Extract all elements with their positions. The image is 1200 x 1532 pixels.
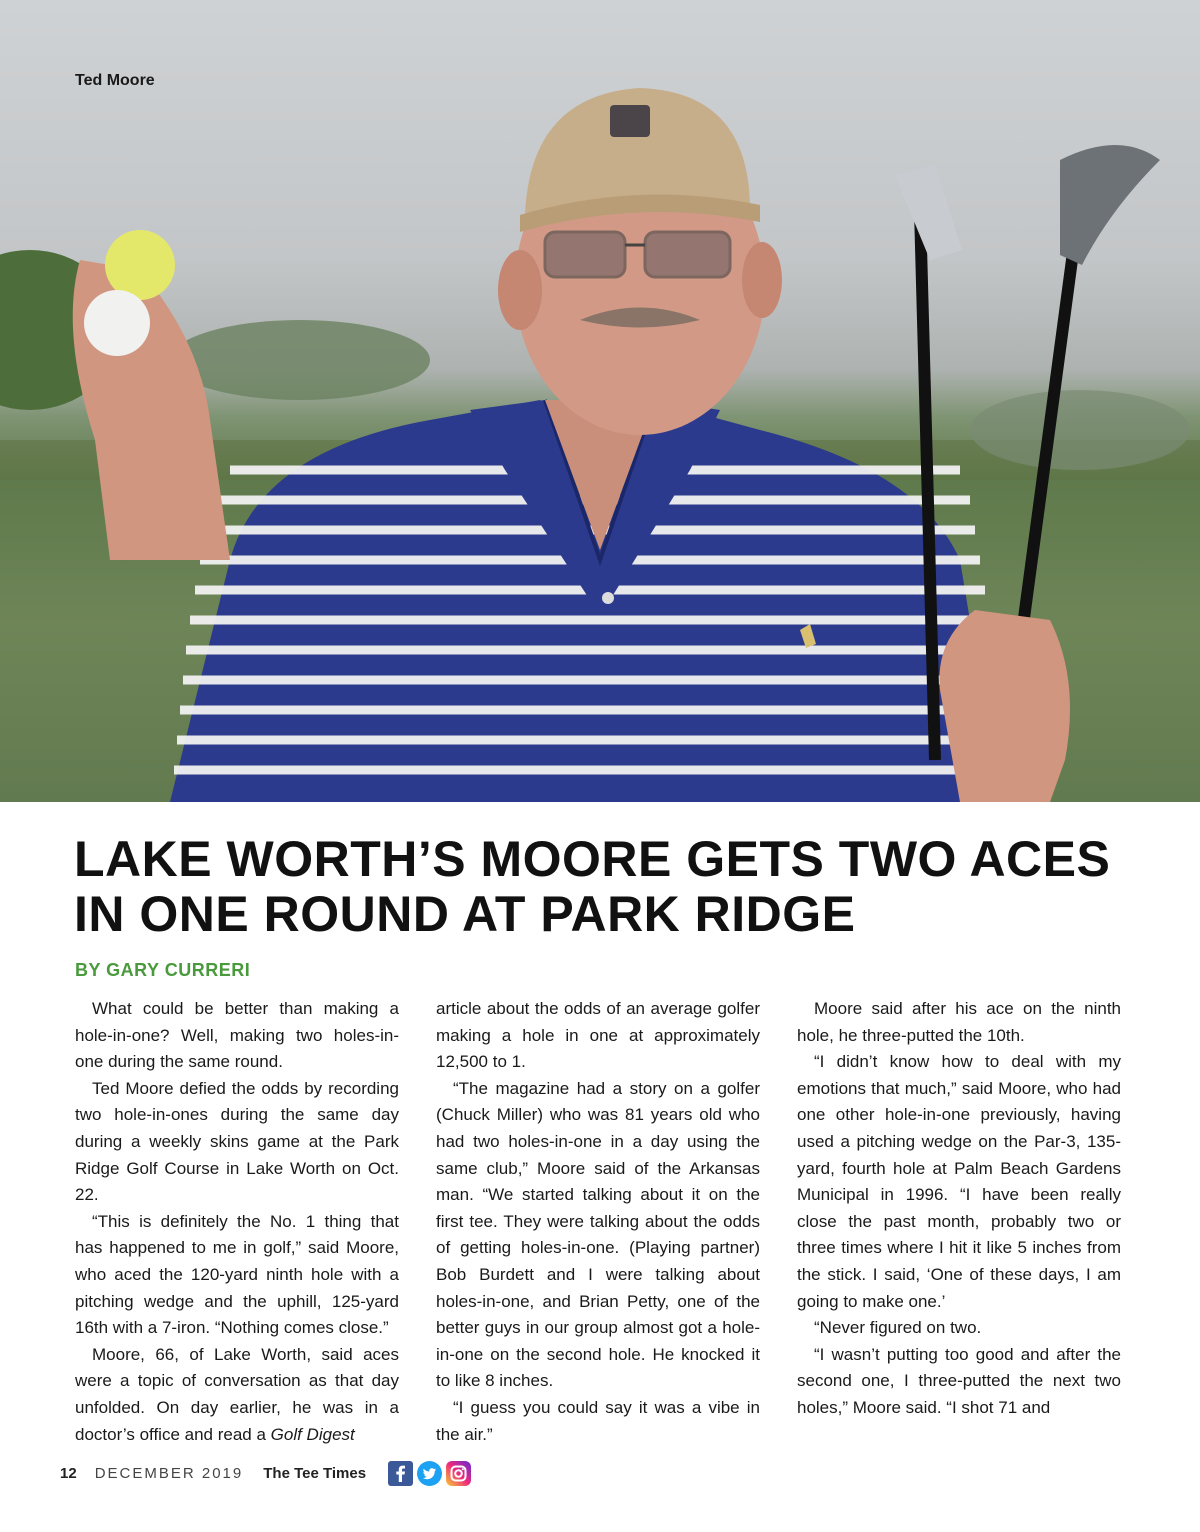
paragraph: “I didn’t know how to deal with my emotions that much,” said Moore, who had one other hole-in-one previously, having used a pitching wedge on the Par-3, 135-yard, fourth hole at Palm Beach Gardens Municipal in 1996. “I have been really close the past month, probably two or three times where I hit it like 5 inches from the stick. I said, ‘One of these days, I am going to make one.’ — [797, 1052, 1121, 1311]
facebook-icon[interactable] — [388, 1461, 413, 1486]
paragraph: What could be better than making a hole-in-one? Well, making two holes-in-one during the same round. — [75, 999, 399, 1072]
paragraph — [75, 1342, 399, 1448]
article-column-3 — [797, 996, 1121, 1422]
paragraph: Ted Moore defied the odds by recording two hole-in-ones during the same day during a weekly skins game at the Park Ridge Golf Course in Lake Worth on Oct. 22. — [75, 1078, 399, 1205]
paragraph: “Never figured on two. — [814, 1318, 982, 1338]
publication-name: The Tee Times — [263, 1464, 367, 1482]
page-number: 12 — [60, 1464, 77, 1482]
photo-caption: Ted Moore — [75, 72, 155, 89]
paragraph: “I wasn’t putting too good and after the second one, I three-putted the next two holes,” Moore said. “I shot 71 and — [797, 1344, 1121, 1417]
paragraph: Moore said after his ace on the ninth hole, he three-putted the 10th. — [797, 999, 1121, 1045]
instagram-icon[interactable] — [446, 1461, 471, 1486]
paragraph-continued: article about the odds of an average golfer making a hole in one at approximately 12,500 to 1. — [436, 999, 760, 1072]
page-footer — [60, 1458, 471, 1488]
magazine-title: Golf Digest — [270, 1424, 355, 1444]
article-column-1 — [75, 996, 399, 1448]
paragraph-text: Moore, 66, of Lake Worth, said aces were a topic of conversation as that day unfolded. On day earlier, he was in a doctor’s office and read a — [75, 1344, 399, 1444]
article-byline: BY GARY CURRERI — [75, 960, 251, 980]
paragraph: “I guess you could say it was a vibe in the air.” — [436, 1397, 760, 1444]
twitter-icon[interactable] — [417, 1461, 442, 1486]
paragraph: “This is definitely the No. 1 thing that has happened to me in golf,” said Moore, who aced the 120-yard ninth hole with a pitching wedge and the uphill, 125-yard 16th with a 7-iron. “Nothing comes close.” — [75, 1211, 399, 1338]
paragraph: “The magazine had a story on a golfer (Chuck Miller) who was 81 years old who had two holes-in-one in a day using the same club,” Moore said of the Arkansas man. “We started talking about it on the first tee. They were talking about the odds of getting holes-in-one. (Playing partner) Bob Burdett and I were talking about holes-in-one, and Brian Petty, one of the better guys in our group almost got a hole-in-one on the second hole. He knocked it to like 8 inches. — [436, 1078, 760, 1391]
social-links — [388, 1461, 471, 1486]
article-headline: LAKE WORTH’S MOORE GETS TWO ACES IN ONE ROUND AT PARK RIDGE — [74, 831, 1111, 942]
article-column-2 — [436, 996, 760, 1448]
issue-date: DECEMBER 2019 — [94, 1464, 244, 1482]
